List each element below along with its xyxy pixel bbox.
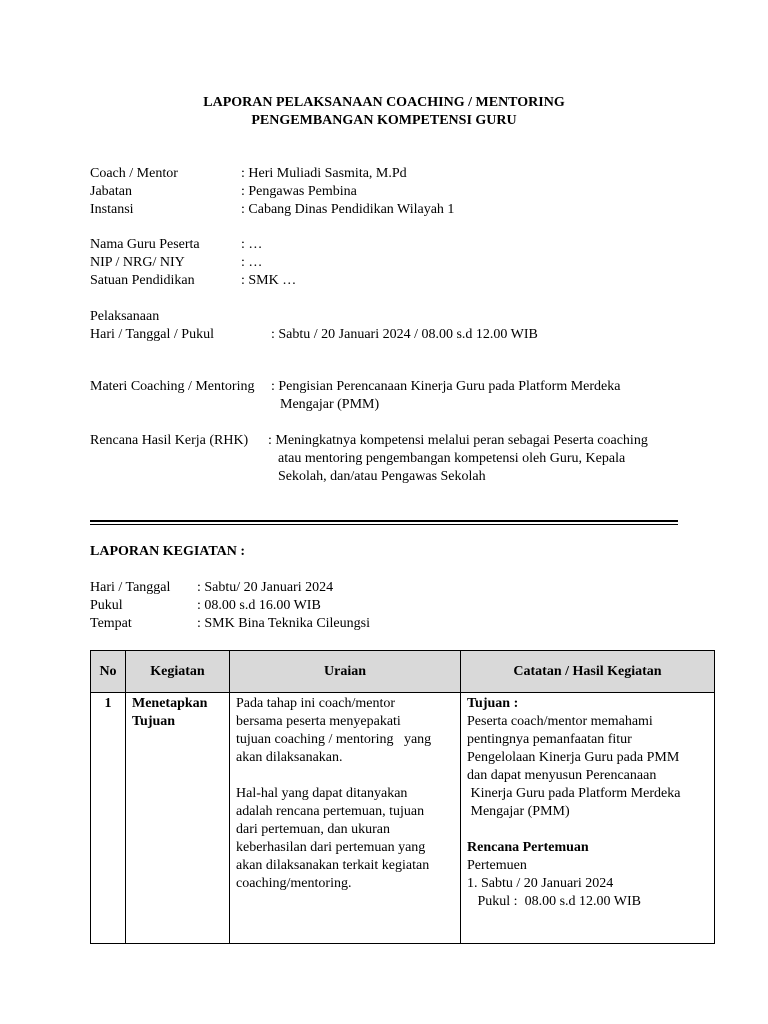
catatan-line: pentingnya pemanfaatan fitur — [467, 732, 632, 747]
uraian-line: dari pertemuan, dan ukuran — [236, 822, 390, 837]
catatan-line: 1. Sabtu / 20 Januari 2024 — [467, 876, 614, 891]
coach-label: Coach / Mentor — [90, 166, 178, 181]
laporan-tempat-value: : SMK Bina Teknika Cileungsi — [197, 616, 370, 631]
header-uraian: Uraian — [230, 651, 461, 693]
kegiatan-line: Tujuan — [132, 714, 176, 729]
materi-value-line-2: Mengajar (PMM) — [280, 397, 380, 412]
materi-value-line-1: : Pengisian Perencanaan Kinerja Guru pada Platform Merdeka — [271, 379, 621, 394]
uraian-line: akan dilaksanakan terkait kegiatan — [236, 858, 430, 873]
instansi-label: Instansi — [90, 202, 134, 217]
uraian-line: bersama peserta menyepakati — [236, 714, 401, 729]
catatan-heading-tujuan: Tujuan : — [467, 696, 519, 711]
coach-value: : Heri Muliadi Sasmita, M.Pd — [241, 166, 407, 181]
jabatan-value: : Pengawas Pembina — [241, 184, 357, 199]
laporan-pukul-label: Pukul — [90, 598, 123, 613]
materi-label: Materi Coaching / Mentoring — [90, 379, 255, 394]
instansi-value: : Cabang Dinas Pendidikan Wilayah 1 — [241, 202, 455, 217]
catatan-line: Pengelolaan Kinerja Guru pada PMM — [467, 750, 680, 765]
cell-uraian — [230, 693, 461, 944]
cell-kegiatan — [126, 693, 230, 944]
divider-thin — [90, 524, 678, 525]
uraian-line: akan dilaksanakan. — [236, 750, 343, 765]
header-kegiatan: Kegiatan — [126, 651, 230, 693]
catatan-line: Peserta coach/mentor memahami — [467, 714, 653, 729]
pelaksanaan-value: : Sabtu / 20 Januari 2024 / 08.00 s.d 12.00 WIB — [271, 327, 538, 342]
laporan-pukul-value: : 08.00 s.d 16.00 WIB — [197, 598, 321, 613]
laporan-hari-label: Hari / Tanggal — [90, 580, 171, 595]
pelaksanaan-heading: Pelaksanaan — [90, 309, 160, 324]
nip-label: NIP / NRG/ NIY — [90, 255, 185, 270]
rhk-value-line-1: : Meningkatnya kompetensi melalui peran sebagai Peserta coaching — [268, 433, 648, 448]
table-header-row — [91, 651, 715, 693]
catatan-line: Pertemuen — [467, 858, 527, 873]
rhk-label: Rencana Hasil Kerja (RHK) — [90, 433, 249, 448]
row-number: 1 — [104, 696, 112, 711]
laporan-heading: LAPORAN KEGIATAN : — [90, 544, 246, 559]
cell-catatan — [461, 693, 715, 944]
cell-no — [91, 693, 126, 944]
uraian-line: adalah rencana pertemuan, tujuan — [236, 804, 425, 819]
nama-label: Nama Guru Peserta — [90, 237, 200, 252]
catatan-line: dan dapat menyusun Perencanaan — [467, 768, 657, 783]
uraian-line: tujuan coaching / mentoring yang — [236, 732, 432, 747]
catatan-line: Kinerja Guru pada Platform Merdeka — [467, 786, 681, 801]
jabatan-label: Jabatan — [90, 184, 132, 199]
laporan-hari-value: : Sabtu/ 20 Januari 2024 — [197, 580, 334, 595]
satuan-value: : SMK … — [241, 273, 297, 288]
report-title — [0, 94, 768, 130]
uraian-line: coaching/mentoring. — [236, 876, 352, 891]
satuan-label: Satuan Pendidikan — [90, 273, 195, 288]
rhk-value-line-3: Sekolah, dan/atau Pengawas Sekolah — [278, 469, 486, 484]
activity-table — [90, 650, 715, 944]
rhk-value-line-2: atau mentoring pengembangan kompetensi oleh Guru, Kepala — [278, 451, 626, 466]
report-title-line-2: PENGEMBANGAN KOMPETENSI GURU — [251, 113, 517, 128]
uraian-line: Pada tahap ini coach/mentor — [236, 696, 395, 711]
header-catatan: Catatan / Hasil Kegiatan — [461, 651, 715, 693]
laporan-tempat-label: Tempat — [90, 616, 132, 631]
pelaksanaan-label: Hari / Tanggal / Pukul — [90, 327, 214, 342]
header-no: No — [91, 651, 126, 693]
table-row — [91, 693, 715, 944]
catatan-line: Mengajar (PMM) — [467, 804, 570, 819]
kegiatan-line: Menetapkan — [132, 696, 208, 711]
catatan-heading-rencana: Rencana Pertemuan — [467, 840, 589, 855]
nip-value: : … — [241, 255, 263, 270]
divider-thick — [90, 520, 678, 522]
uraian-line: Hal-hal yang dapat ditanyakan — [236, 786, 408, 801]
nama-value: : … — [241, 237, 263, 252]
uraian-line: keberhasilan dari pertemuan yang — [236, 840, 426, 855]
catatan-line: Pukul : 08.00 s.d 12.00 WIB — [467, 894, 641, 909]
report-title-line-1: LAPORAN PELAKSANAAN COACHING / MENTORING — [203, 95, 565, 110]
